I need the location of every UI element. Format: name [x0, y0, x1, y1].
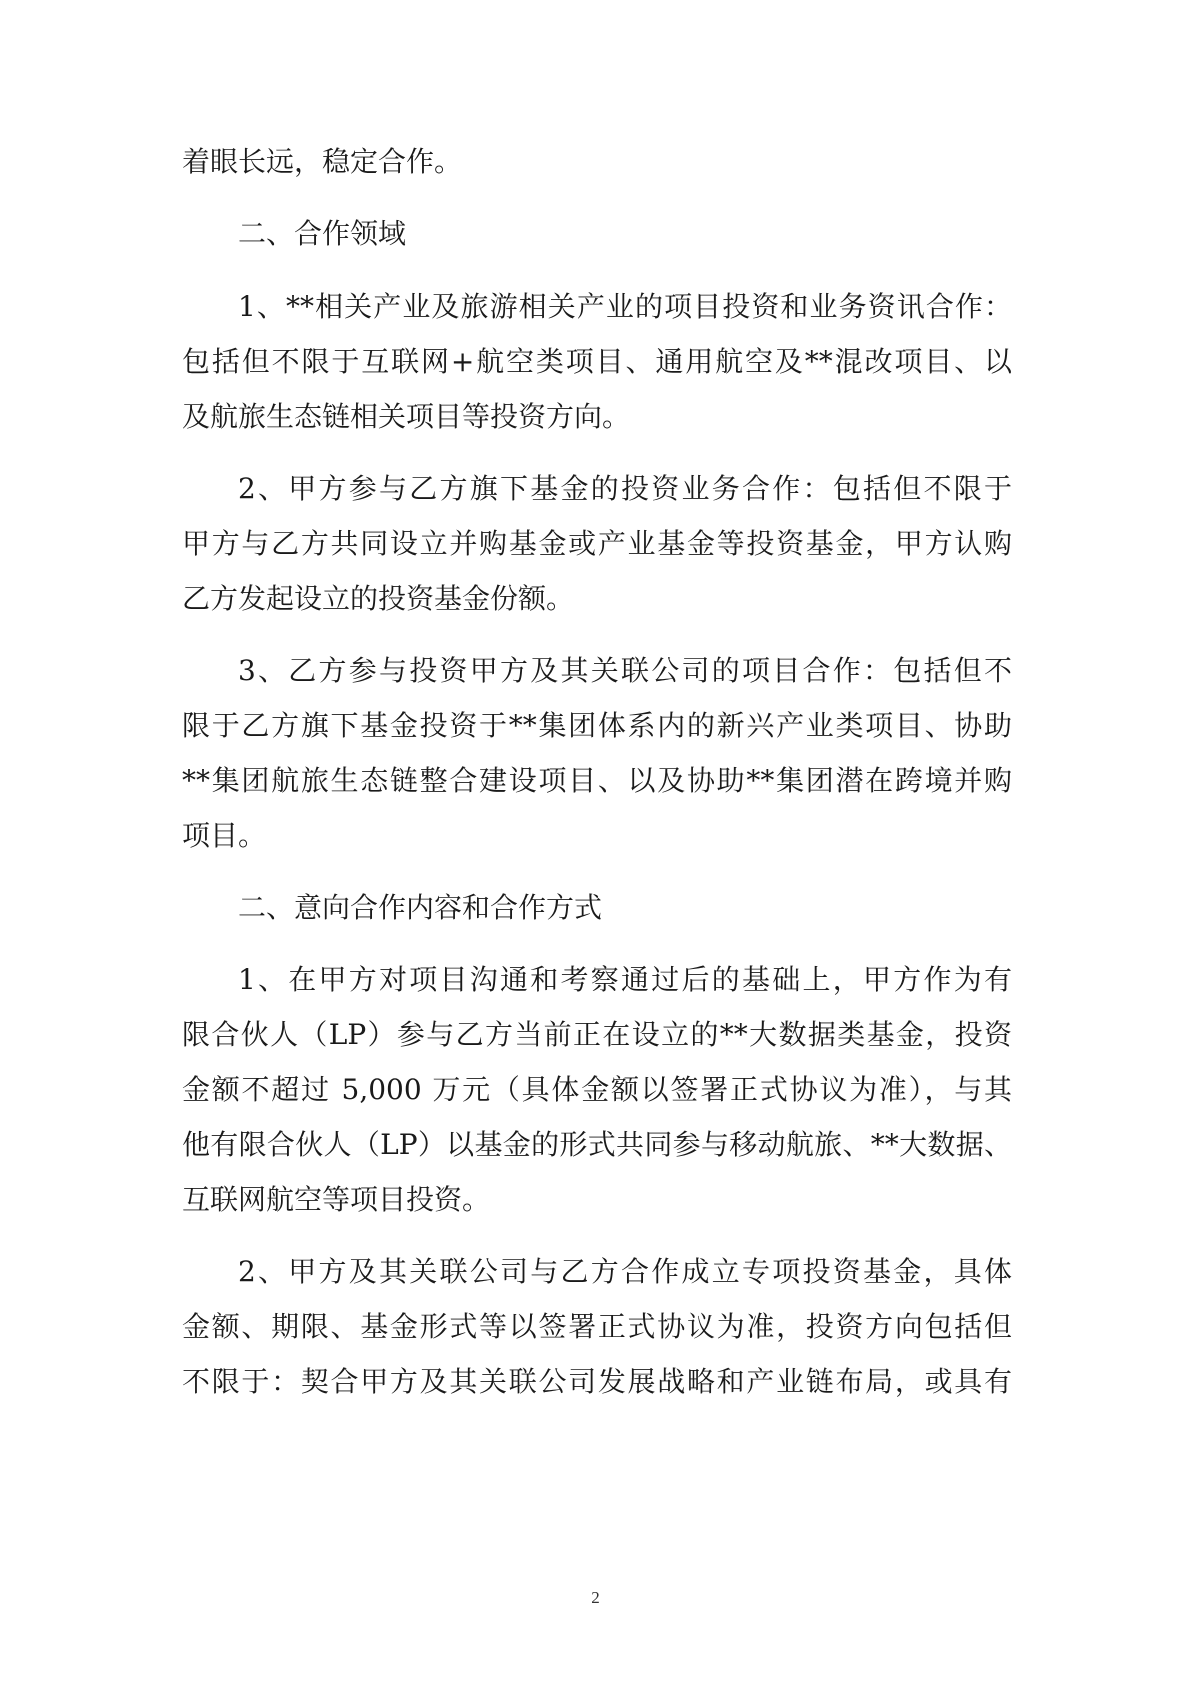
paragraph-line: 3、乙方参与投资甲方及其关联公司的项目合作：包括但不 — [238, 654, 1012, 687]
paragraph-line: 限合伙人（LP）参与乙方当前正在设立的**大数据类基金，投资 — [182, 1018, 1012, 1051]
paragraph-line: **集团航旅生态链整合建设项目、以及协助**集团潜在跨境并购 — [182, 764, 1012, 797]
paragraph-line: 1、在甲方对项目沟通和考察通过后的基础上，甲方作为有 — [238, 963, 1012, 996]
paragraph-line: 不限于：契合甲方及其关联公司发展战略和产业链布局，或具有 — [182, 1365, 1012, 1398]
paragraph-line: 限于乙方旗下基金投资于**集团体系内的新兴产业类项目、协助 — [182, 709, 1012, 742]
paragraph-line: 2、甲方及其关联公司与乙方合作成立专项投资基金，具体 — [238, 1255, 1012, 1288]
paragraph-line: 金额、期限、基金形式等以签署正式协议为准，投资方向包括但 — [182, 1310, 1012, 1343]
paragraph-line: 及航旅生态链相关项目等投资方向。 — [182, 400, 631, 433]
paragraph-line: 乙方发起设立的投资基金份额。 — [182, 582, 575, 615]
paragraph-line: 着眼长远，稳定合作。 — [182, 145, 463, 178]
section-heading: 二、合作领域 — [238, 217, 407, 250]
paragraph-line: 包括但不限于互联网+航空类项目、通用航空及**混改项目、以 — [182, 345, 1012, 378]
paragraph-line: 项目。 — [182, 819, 267, 852]
paragraph-line: 甲方与乙方共同设立并购基金或产业基金等投资基金，甲方认购 — [182, 527, 1012, 560]
section-heading: 二、意向合作内容和合作方式 — [238, 891, 603, 924]
paragraph-line: 1、**相关产业及旅游相关产业的项目投资和业务资讯合作： — [238, 290, 1012, 323]
paragraph-line: 金额不超过 5,000 万元（具体金额以签署正式协议为准），与其 — [182, 1073, 1012, 1106]
paragraph-line: 他有限合伙人（LP）以基金的形式共同参与移动航旅、**大数据、 — [182, 1128, 1012, 1161]
paragraph-line: 2、甲方参与乙方旗下基金的投资业务合作：包括但不限于 — [238, 472, 1012, 505]
page-number: 2 — [591, 1588, 600, 1607]
paragraph-line: 互联网航空等项目投资。 — [182, 1183, 491, 1216]
